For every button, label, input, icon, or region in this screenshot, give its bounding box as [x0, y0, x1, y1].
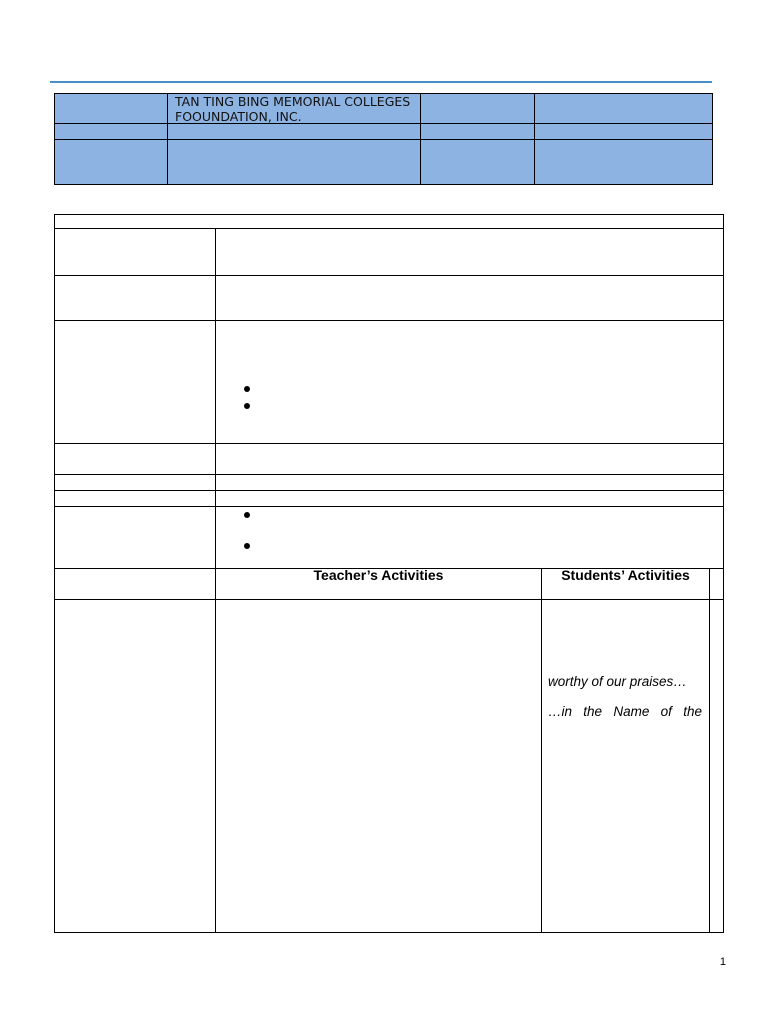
school-name: TAN TING BING MEMORIAL COLLEGES FOOUNDATION, INC.: [175, 94, 411, 124]
header-rule: [50, 81, 712, 83]
school-header-table: [54, 93, 713, 185]
student-response-line: …in the Name of the: [548, 704, 702, 719]
lesson-row-divider: [54, 490, 724, 491]
lesson-row-divider: [54, 506, 724, 507]
lesson-row-divider: [54, 599, 724, 600]
header-row-divider: [54, 139, 713, 140]
lesson-row-divider: [54, 320, 724, 321]
bullet-marker: [244, 386, 250, 392]
lesson-row-divider: [54, 228, 724, 229]
student-activities-header: Students’ Activities: [561, 567, 690, 583]
bullet-marker: [244, 512, 250, 518]
student-response-line: worthy of our praises…: [548, 674, 687, 689]
lesson-row-divider: [54, 474, 724, 475]
lesson-plan-table: [54, 214, 724, 933]
lesson-row-divider: [54, 443, 724, 444]
lesson-row-divider: [54, 275, 724, 276]
page-number: 1: [719, 956, 726, 968]
bullet-marker: [244, 543, 250, 549]
teacher-activities-header: Teacher’s Activities: [313, 567, 444, 583]
bullet-marker: [244, 403, 250, 409]
activities-column-divider: [709, 568, 710, 933]
activities-column-divider: [541, 568, 542, 933]
